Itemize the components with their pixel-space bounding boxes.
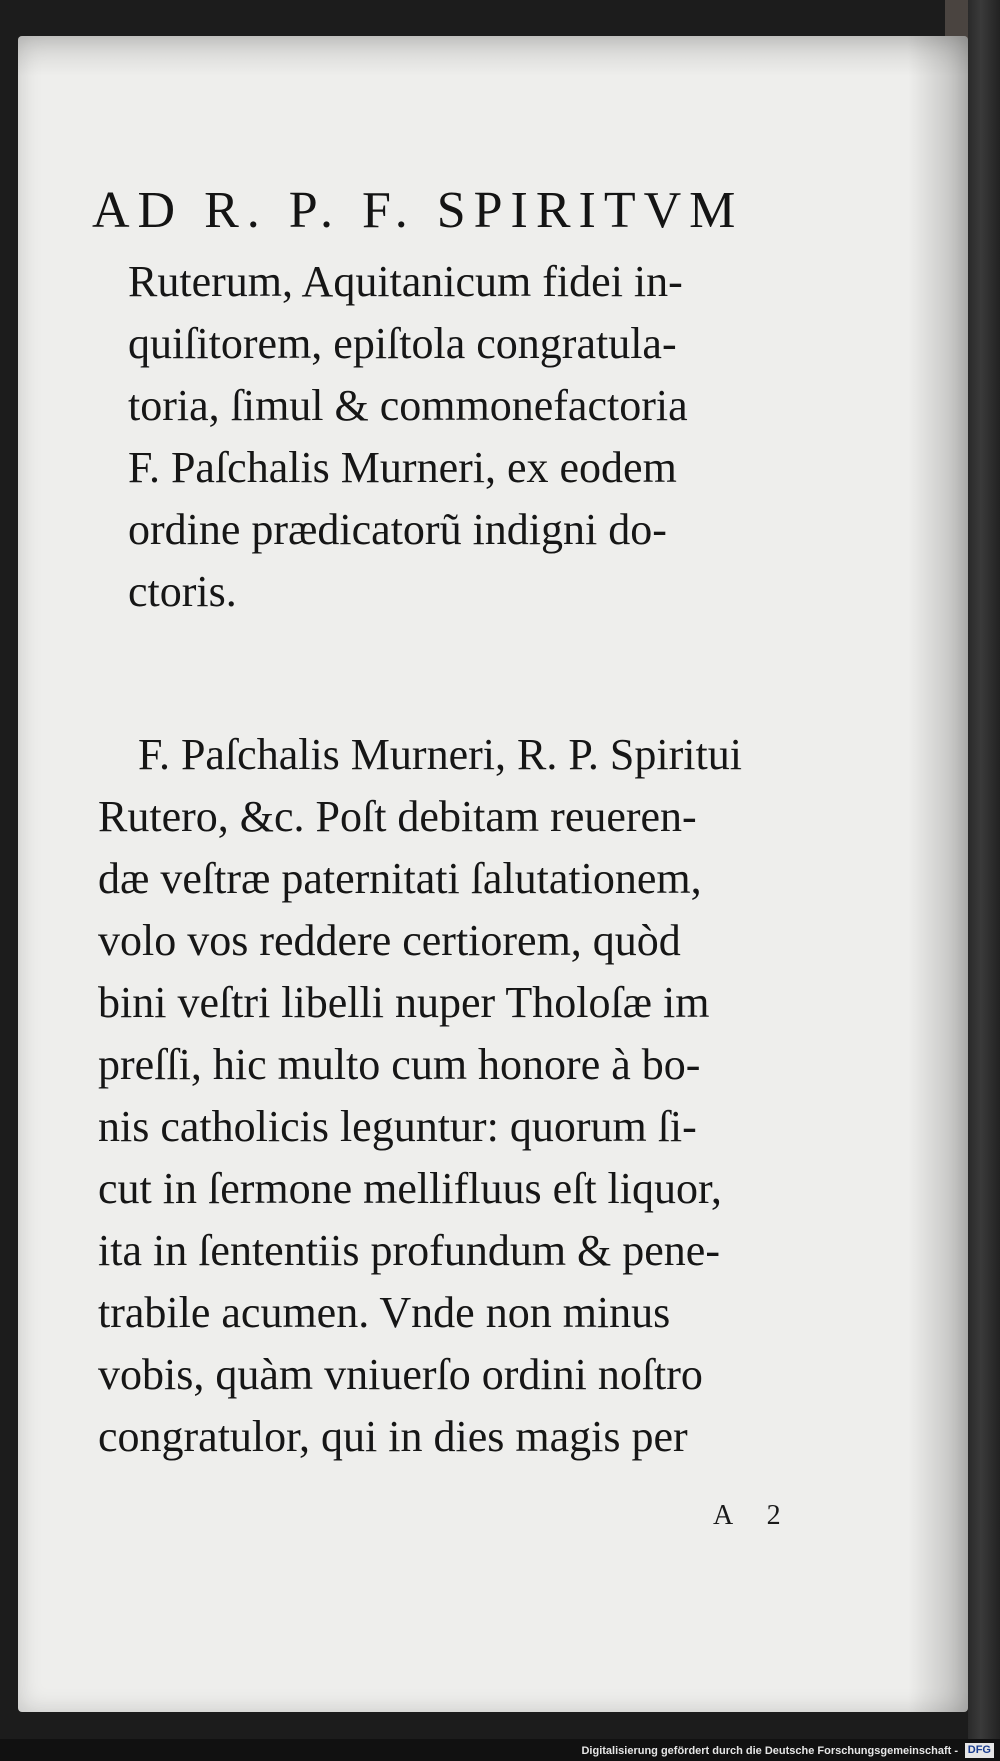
text-line: ita in ſententiis profundum & pene-: [98, 1226, 720, 1275]
text-line: F. Paſchalis Murneri, ex eodem: [128, 443, 677, 492]
text-line: Rutero, &c. Poſt debitam reueren-: [98, 792, 697, 841]
text-line: ordine prædicatorũ indigni do-: [128, 505, 667, 554]
text-line: congratulor, qui in dies magis per: [98, 1412, 688, 1461]
letter-body: [98, 724, 928, 1468]
page-heading: AD R. P. F. SPIRITVM: [92, 182, 744, 239]
text-line: bini veſtri libelli nuper Tholoſæ im: [98, 978, 710, 1027]
text-line: preſſi, hic multo cum honore à bo-: [98, 1040, 701, 1089]
text-line: volo vos reddere certiorem, quòd: [98, 916, 681, 965]
intro-paragraph: [128, 251, 928, 623]
signature-mark: A 2: [713, 1500, 795, 1531]
text-line: F. Paſchalis Murneri, R. P. Spiritui: [138, 730, 742, 779]
dfg-logo: DFG: [965, 1743, 994, 1758]
text-line: ctoris.: [128, 567, 237, 616]
funding-credit: Digitalisierung gefördert durch die Deutsche Forschungsgemeinschaft -: [581, 1745, 958, 1757]
text-line: vobis, quàm vniuerſo ordini noſtro: [98, 1350, 703, 1399]
text-line: trabile acumen. Vnde non minus: [98, 1288, 671, 1337]
text-line: dæ veſtræ paternitati ſalutationem,: [98, 854, 702, 903]
book-page: [18, 36, 968, 1712]
text-line: toria, ſimul & commonefactoria: [128, 381, 688, 430]
text-line: nis catholicis leguntur: quorum ſi-: [98, 1102, 697, 1151]
text-line: cut in ſermone mellifluus eſt liquor,: [98, 1164, 722, 1213]
text-line: quiſitorem, epiſtola congratula-: [128, 319, 677, 368]
text-line: Ruterum, Aquitanicum fidei in-: [128, 257, 683, 306]
scan-edge-right: [968, 0, 1000, 1761]
footer-bar: [0, 1739, 1000, 1761]
